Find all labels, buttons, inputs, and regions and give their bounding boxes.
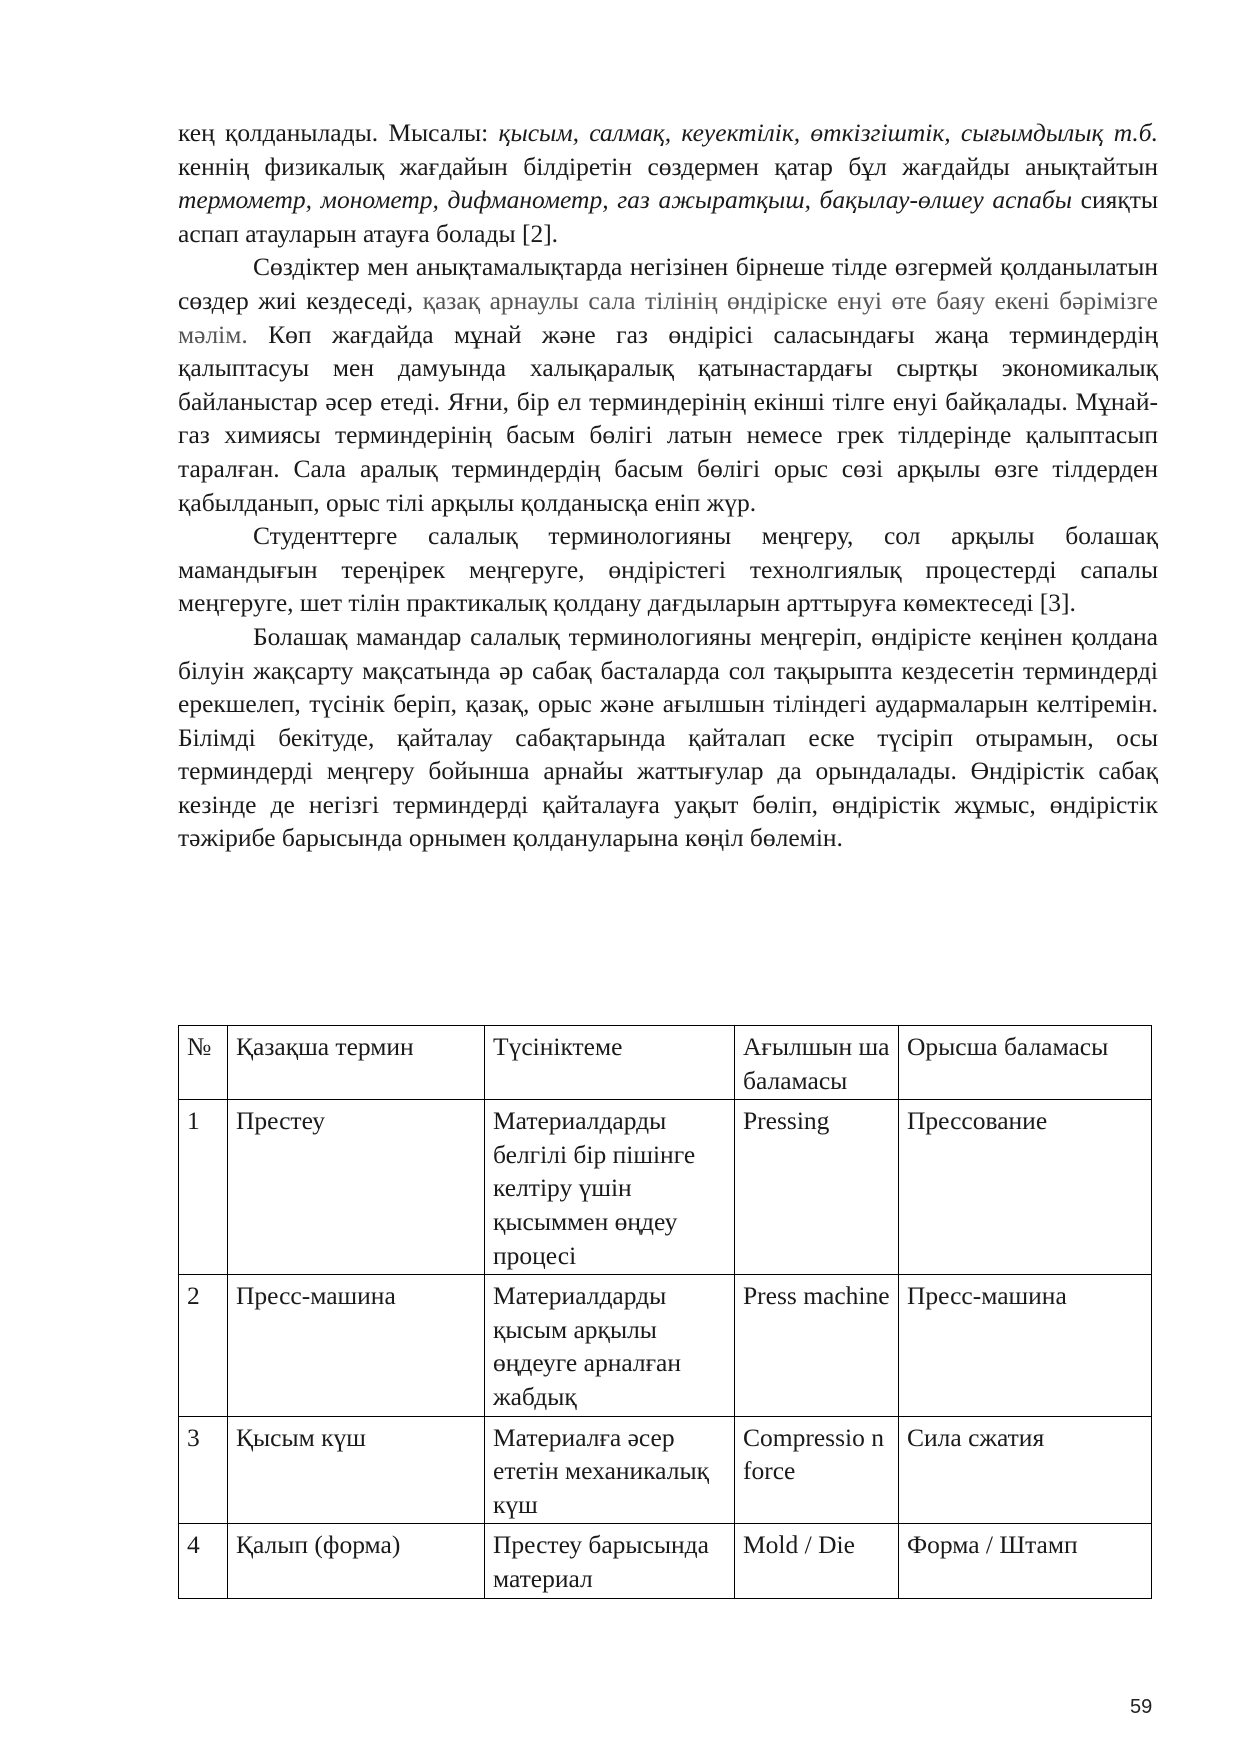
table-cell: 3 (179, 1416, 228, 1524)
paragraph-1 (178, 116, 1158, 250)
text-run: кең қолданылады. Мысалы: (178, 118, 499, 147)
text-run: Көп жағдайда мұнай және газ өндірісі саласындағы жаңа терминдердің қалыптасуы мен дамуында халықаралық қатынастардағы сыртқы экономикалық байланыстар әсер етеді. Яғни, бір ел терминдерінің екінші тілге енуі байқалады. Мұнай-газ химиясы терминдерінің басым бөлігі латын немесе грек тілдерінде қалыптасып таралған. Сала аралық терминдердің басым бөлігі орыс сөзі арқылы өзге тілдерден қабылданып, орыс тілі арқылы қолданысқа еніп жүр. (178, 319, 1158, 517)
table-row (179, 1524, 1152, 1598)
terms-table (178, 1025, 1152, 1599)
text-run-gray: қазақ арнаулы сала тілінің өндіріске енуі өте баяу екені бәрімізге мәлім. (178, 285, 1159, 349)
table-row (179, 1416, 1152, 1524)
table-cell: Қысым күш (228, 1416, 485, 1524)
table-cell: Pressing (735, 1100, 899, 1275)
italic-examples: қысым, салмақ, кеуектілік, өткізгіштік, сығымдылық т.б. (498, 118, 1159, 147)
header-cell-kazakh: Қазақша термин (228, 1026, 485, 1100)
table-header-row (179, 1026, 1152, 1100)
table-cell: 4 (179, 1524, 228, 1598)
table-cell: Пресс-машина (228, 1275, 485, 1416)
table-cell: Материалға әсер ететін механикалық күш (485, 1416, 735, 1524)
table-cell: 2 (179, 1275, 228, 1416)
italic-instruments: термометр, монометр, дифманометр, газ ажыратқыш, бақылау-өлшеу аспабы (178, 185, 1073, 215)
table-row (179, 1275, 1152, 1416)
table-cell: Материалдарды белгілі бір пішінге келтіру үшін қысыммен өңдеу процесі (485, 1100, 735, 1275)
table-cell: Press machine (735, 1275, 899, 1416)
header-cell-explanation: Түсініктеме (485, 1026, 735, 1100)
table-row (179, 1100, 1152, 1275)
table-cell: Mold / Die (735, 1524, 899, 1598)
document-body (178, 116, 1158, 855)
table-cell: Престеу барысында материал (485, 1524, 735, 1598)
table-cell: 1 (179, 1100, 228, 1275)
text-run: Сөздіктер мен анықтамалықтарда негізінен бірнеше тілде өзгермей қолданылатын сөздер жиі кездеседі, (178, 252, 1158, 315)
table-cell: Материалдарды қысым арқылы өңдеуге арналған жабдық (485, 1275, 735, 1416)
table-cell: Пресс-машина (899, 1275, 1152, 1416)
table-cell: Прессование (899, 1100, 1152, 1275)
table-cell: Форма / Штамп (899, 1524, 1152, 1598)
paragraph-2 (178, 250, 1158, 519)
paragraph-3: Студенттерге салалық терминологияны меңгеру, сол арқылы болашақ мамандығын тереңірек меңгеруге, өндірістегі технолгиялық процестерді сапалы меңгеруге, шет тілін практикалық қолдану дағдыларын арттыруға көмектеседі [3]. (178, 521, 1158, 618)
header-cell-english: Ағылшын ша баламасы (735, 1026, 899, 1100)
table-cell: Сила сжатия (899, 1416, 1152, 1524)
text-run: кеннің физикалық жағдайын білдіретін сөздермен қатар бұл жағдайды анықтайтын (178, 151, 1158, 181)
table-cell: Қалып (форма) (228, 1524, 485, 1598)
table-cell: Престеу (228, 1100, 485, 1275)
table-cell: Compressio n force (735, 1416, 899, 1524)
text-run: сияқты аспап атауларын атауға болады [2]. (178, 185, 1159, 248)
paragraph-4: Болашақ мамандар салалық терминологияны меңгеріп, өндірісте кеңінен қолдана білуін жақсарту мақсатында әр сабақ басталарда сол тақырыпта кездесетін терминдерді ерекшелеп, түсінік беріп, қазақ, орыс және ағылшын тіліндегі аудармаларын келтіремін. Білімді бекітуде, қайталау сабақтарында қайталап еске түсіріп отырамын, осы терминдерді меңгеру бойынша арнайы жаттығулар да орындалады. Өндірістік сабақ кезінде де негізгі терминдерді қайталауға уақыт бөліп, өндірістік жұмыс, өндірістік тәжірибе барысында орнымен қолдануларына көңіл бөлемін. (178, 621, 1158, 853)
header-cell-number: № (179, 1026, 228, 1100)
page-number: 59 (1130, 1696, 1153, 1718)
header-cell-russian: Орысша баламасы (899, 1026, 1152, 1100)
